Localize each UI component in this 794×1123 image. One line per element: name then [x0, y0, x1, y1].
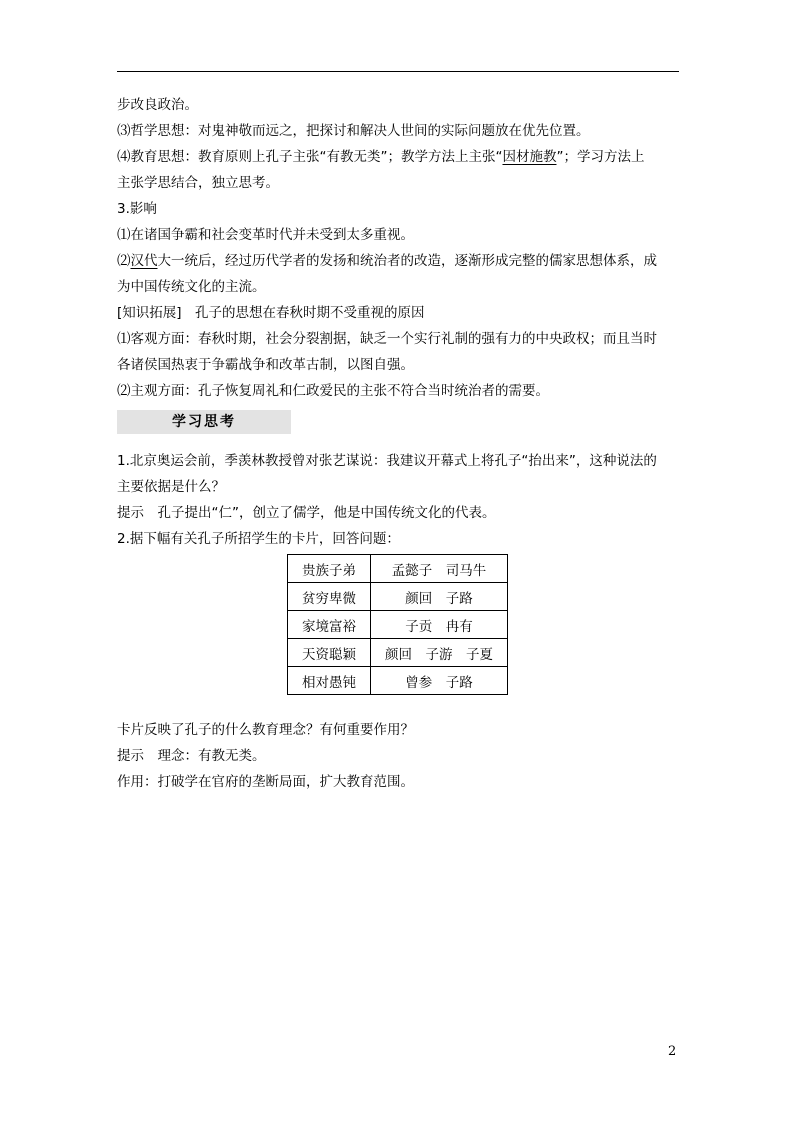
text-line: ⑵主观方面：孔子恢复周礼和仁政爱民的主张不符合当时统治者的需要。 [117, 383, 549, 399]
underlined-term: 汉代 [130, 253, 158, 269]
student-card-table [287, 554, 508, 695]
category-cell: 相对愚钝 [288, 667, 371, 695]
text-line: ⑴客观方面：春秋时期，社会分裂割据，缺乏一个实行礼制的强有力的中央政权；而且当时 [117, 331, 657, 347]
knowledge-extension-heading: [知识拓展] 孔子的思想在春秋时期不受重视的原因 [117, 305, 425, 321]
table-row [288, 555, 508, 583]
category-cell: 家境富裕 [288, 611, 371, 639]
question-2-prompt: 卡片反映了孔子的什么教育理念？有何重要作用？ [117, 722, 414, 738]
header-rule [117, 71, 679, 72]
students-cell: 颜回 子路 [371, 583, 508, 611]
category-cell: 贵族子弟 [288, 555, 371, 583]
han-dynasty-line [117, 248, 683, 274]
students-cell: 子贡 冉有 [371, 611, 508, 639]
text-line: 主张学思结合，独立思考。 [117, 175, 279, 191]
students-cell: 孟懿子 司马牛 [371, 555, 508, 583]
page-number: 2 [668, 1044, 677, 1059]
category-cell: 天资聪颖 [288, 639, 371, 667]
question-1-line-2: 主要依据是什么？ [117, 479, 225, 495]
students-cell: 曾参 子路 [371, 667, 508, 695]
text-span: 大一统后，经过历代学者的发扬和统治者的改造，逐渐形成完整的儒家思想体系，成 [157, 253, 657, 269]
question-2-hint: 提示 理念：有教无类。 [117, 748, 266, 764]
philosophy-line: ⑶哲学思想：对鬼神敬而远之，把探讨和解决人世间的实际问题放在优先位置。 [117, 123, 590, 139]
text-line: 各诸侯国热衷于争霸战争和改革古制，以图自强。 [117, 357, 414, 373]
table-row [288, 583, 508, 611]
page-body [117, 92, 683, 795]
question-2-effect: 作用：打破学在官府的垄断局面，扩大教育范围。 [117, 774, 414, 790]
category-cell: 贫穷卑微 [288, 583, 371, 611]
text-span: ⑵ [117, 253, 131, 269]
underlined-term: 因材施教 [502, 149, 557, 165]
section-banner: 学习思考 [117, 410, 291, 434]
text-line: 步改良政治。 [117, 97, 198, 113]
education-line [117, 144, 683, 170]
question-1-line-1: 1.北京奥运会前，季羡林教授曾对张艺谋说：我建议开幕式上将孔子“抬出来”，这种说法的 [117, 453, 657, 469]
question-1-hint: 提示 孔子提出“仁”，创立了儒学，他是中国传统文化的代表。 [117, 505, 496, 521]
influence-heading: 3.影响 [117, 201, 157, 217]
text-span: ⑷教育思想：教育原则上孔子主张“有教无类”；教学方法上主张“ [117, 149, 503, 165]
students-cell: 颜回 子游 子夏 [371, 639, 508, 667]
question-2-line-1: 2.据下幅有关孔子所招学生的卡片，回答问题： [117, 531, 400, 547]
text-line: ⑴在诸国争霸和社会变革时代并未受到太多重视。 [117, 227, 414, 243]
text-span: ”；学习方法上 [556, 149, 645, 165]
spacer [117, 695, 683, 717]
table-row [288, 639, 508, 667]
text-line: 为中国传统文化的主流。 [117, 279, 266, 295]
table-row [288, 667, 508, 695]
table-row [288, 611, 508, 639]
spacer [117, 434, 683, 448]
